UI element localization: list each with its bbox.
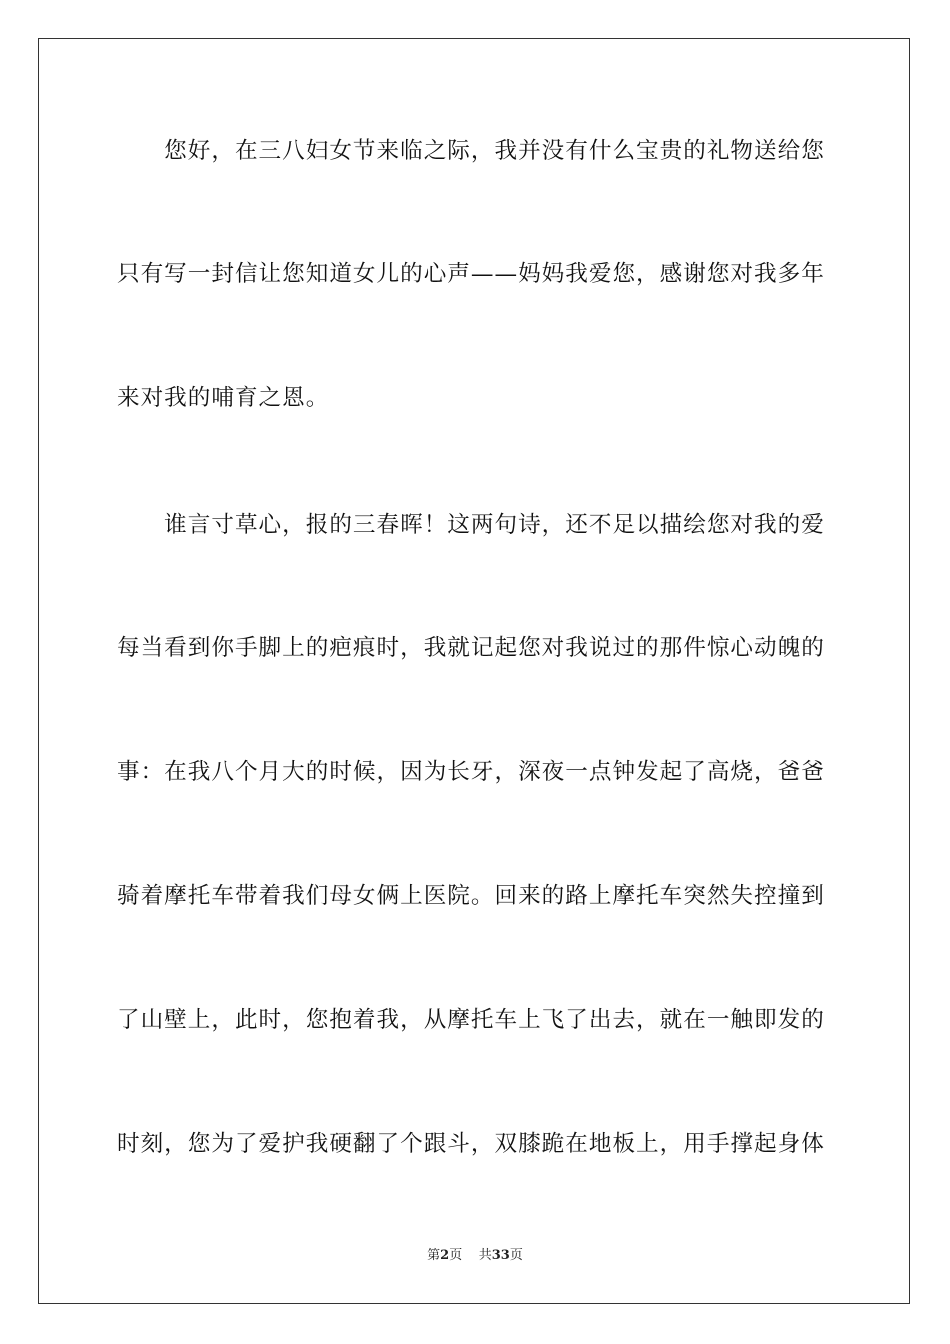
page-suffix: 页 — [449, 1248, 463, 1263]
paragraph-line: 骑着摩托车带着我们母女俩上医院。回来的路上摩托车突然失控撞到 — [117, 883, 825, 909]
total-suffix: 页 — [509, 1248, 523, 1263]
page-border — [38, 38, 910, 1304]
paragraph-line: 了山壁上，此时，您抱着我，从摩托车上飞了出去，就在一触即发的 — [117, 1007, 825, 1033]
paragraph-line: 每当看到你手脚上的疤痕时，我就记起您对我说过的那件惊心动魄的 — [117, 635, 825, 661]
total-pages: 33 — [491, 1248, 510, 1263]
paragraph-line: 只有写一封信让您知道女儿的心声——妈妈我爱您，感谢您对我多年 — [117, 261, 825, 287]
paragraph-line: 您好，在三八妇女节来临之际，我并没有什么宝贵的礼物送给您 — [117, 138, 825, 164]
total-prefix: 共 — [478, 1248, 492, 1263]
paragraph-line: 谁言寸草心，报的三春晖！这两句诗，还不足以描绘您对我的爱 — [117, 512, 825, 538]
paragraph-line: 时刻，您为了爱护我硬翻了个跟斗，双膝跪在地板上，用手撑起身体 — [117, 1131, 825, 1157]
paragraph-line: 来对我的哺育之恩。 — [117, 385, 330, 411]
paragraph-line: 事：在我八个月大的时候，因为长牙，深夜一点钟发起了高烧，爸爸 — [117, 759, 825, 785]
page-number: 2 — [440, 1248, 450, 1263]
page-prefix: 第 — [427, 1248, 441, 1263]
page-footer — [0, 1246, 950, 1266]
